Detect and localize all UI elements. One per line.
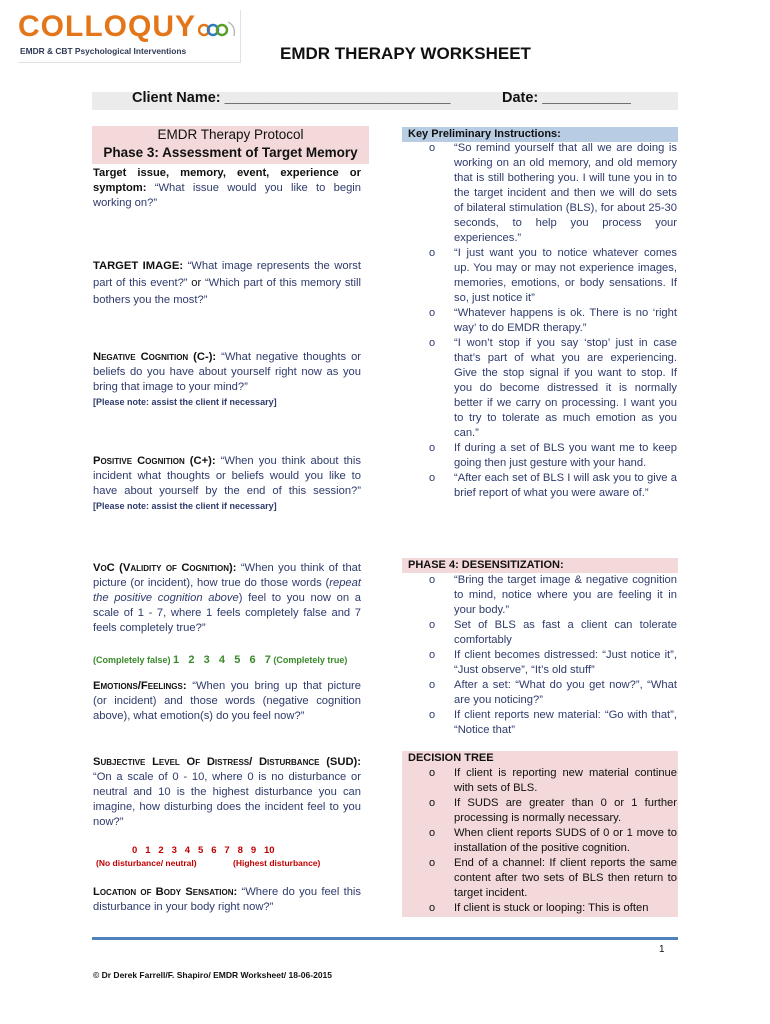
list-item-text: “Bring the target image & negative cognition to mind, notice where you are feeling it in your body.” bbox=[454, 574, 677, 616]
sud-scale-right: (Highest disturbance) bbox=[233, 858, 321, 868]
list-item-text: If client becomes distressed: “Just notice it”, “Just observe”, “It’s old stuff” bbox=[454, 649, 677, 676]
emotions-label: Emotions/Feelings: bbox=[93, 680, 187, 692]
list-item bbox=[427, 141, 677, 246]
sud-question: “On a scale of 0 - 10, where 0 is no disturbance or neutral and 10 is the highest disturbance you can imagine, how disturbing does the incident feel to you now?” bbox=[93, 771, 361, 828]
footer-rule bbox=[92, 937, 678, 940]
list-item bbox=[427, 471, 677, 501]
positive-cognition-section bbox=[93, 454, 361, 514]
list-item-text: Set of BLS as fast a client can tolerate comfortably bbox=[454, 619, 677, 646]
decision-tree-heading: DECISION TREE bbox=[408, 752, 494, 764]
bullet-icon: o bbox=[429, 619, 436, 631]
protocol-phase: Phase 3: Assessment of Target Memory bbox=[103, 145, 358, 160]
list-item bbox=[427, 573, 677, 618]
list-item bbox=[427, 796, 677, 826]
list-item bbox=[427, 826, 677, 856]
negative-cognition-section bbox=[93, 350, 361, 410]
logo bbox=[18, 10, 241, 63]
logo-rings-icon bbox=[198, 18, 238, 42]
bullet-icon: o bbox=[429, 337, 436, 349]
list-item-text: “I won’t stop if you say ‘stop’ just in case that’s part of what you are experiencing. Give the stop signal if you want to stop. If you do become distressed it is normally better if we carry on processing. I want you to try to tolerate as much emotion as you can.” bbox=[454, 337, 677, 439]
decision-tree-list bbox=[427, 766, 677, 916]
logo-wordmark: COLLOQUY bbox=[18, 10, 196, 43]
list-item-text: “After each set of BLS I will ask you to give a brief report of what you were aware of.” bbox=[454, 472, 677, 499]
list-item-text: If SUDS are greater than 0 or 1 further processing is normally necessary. bbox=[454, 797, 677, 824]
positive-cognition-note: [Please note: assist the client if necessary] bbox=[93, 501, 277, 511]
protocol-title: EMDR Therapy Protocol bbox=[157, 127, 304, 142]
target-image-label: TARGET IMAGE: bbox=[93, 260, 184, 272]
list-item-text: If client is stuck or looping: This is often bbox=[454, 902, 649, 914]
list-item bbox=[427, 441, 677, 471]
date-field: Date: ___________ bbox=[502, 90, 631, 106]
negative-cognition-label: Negative Cognition (C-): bbox=[93, 351, 217, 363]
voc-scale-left: (Completely false) bbox=[93, 655, 171, 665]
sud-section bbox=[93, 755, 361, 830]
voc-label: VoC (Validity of Cognition): bbox=[93, 562, 237, 574]
logo-tagline: EMDR & CBT Psychological Interventions bbox=[20, 46, 187, 56]
target-image-or: or bbox=[191, 277, 202, 289]
list-item-text: “I just want you to notice whatever comes up. You may or may not experience images, memories, emotions, or body sensations. If so, just notice it” bbox=[454, 247, 677, 304]
target-image-question: “What image represents the worst part of this event?” bbox=[93, 260, 361, 289]
voc-question-part1: “When you think of that picture (or incident), how true do those words ( bbox=[93, 562, 361, 589]
bullet-icon: o bbox=[429, 679, 436, 691]
bullet-icon: o bbox=[429, 827, 436, 839]
bullet-icon: o bbox=[429, 247, 436, 259]
list-item-text: “Whatever happens is ok. There is no ‘right way’ to do EMDR therapy.” bbox=[454, 307, 677, 334]
target-issue-question: “What issue would you like to begin working on?” bbox=[93, 182, 361, 209]
page-number: 1 bbox=[659, 944, 665, 955]
list-item-text: If client is reporting new material continue with sets of BLS. bbox=[454, 767, 677, 794]
bullet-icon: o bbox=[429, 307, 436, 319]
voc-scale-numbers: 1 2 3 4 5 6 7 bbox=[173, 654, 271, 666]
target-image-question-2: “Which part of this memory still bothers you the most?” bbox=[93, 277, 361, 306]
list-item-text: End of a channel: If client reports the same content after two sets of BLS then return to target incident. bbox=[454, 857, 677, 899]
phase4-heading: PHASE 4: DESENSITIZATION: bbox=[402, 558, 678, 573]
phase4-list bbox=[427, 573, 677, 738]
copyright-notice: © Dr Derek Farrell/F. Shapiro/ EMDR Worksheet/ 18-06-2015 bbox=[93, 970, 333, 980]
voc-scale-right: (Completely true) bbox=[273, 655, 348, 665]
location-section bbox=[93, 885, 361, 915]
bullet-icon: o bbox=[429, 472, 436, 484]
key-instructions-list bbox=[427, 141, 677, 501]
bullet-icon: o bbox=[429, 797, 436, 809]
voc-scale bbox=[93, 654, 363, 666]
voc-question-italic: repeat the positive cognition above bbox=[93, 577, 361, 604]
list-item bbox=[427, 246, 677, 306]
list-item-text: “So remind yourself that all we are doing is working on an old memory, and old memory that is still bothering you. I will tune you in to the target incident and then we will do sets of bilateral stimulation (BLS), for about 25-30 seconds, to help you process your experiences.” bbox=[454, 142, 677, 244]
list-item bbox=[427, 678, 677, 708]
positive-cognition-question: “When you think about this incident what thoughts or beliefs would you like to have about yourself by the end of this session?” bbox=[93, 455, 361, 497]
list-item bbox=[427, 856, 677, 901]
location-label: Location of Body Sensation: bbox=[93, 886, 238, 898]
positive-cognition-label: Positive Cognition (C+): bbox=[93, 455, 216, 467]
sud-label: Subjective Level Of Distress/ Disturbance (SUD): bbox=[93, 756, 361, 768]
emotions-section bbox=[93, 679, 361, 724]
bullet-icon: o bbox=[429, 767, 436, 779]
list-item-text: If client reports new material: “Go with that”, “Notice that” bbox=[454, 709, 677, 736]
bullet-icon: o bbox=[429, 142, 436, 154]
negative-cognition-question: “What negative thoughts or beliefs do you have about yourself right now as you bring that image to your mind?” bbox=[93, 351, 362, 393]
client-name-field: Client Name: ____________________________ bbox=[132, 90, 451, 106]
document-title: EMDR THERAPY WORKSHEET bbox=[280, 44, 531, 63]
location-question: “Where do you feel this disturbance in your body right now?” bbox=[93, 886, 362, 913]
list-item bbox=[427, 648, 677, 678]
bullet-icon: o bbox=[429, 649, 436, 661]
list-item-text: After a set: “What do you get now?”, “What are you noticing?” bbox=[454, 679, 677, 706]
target-issue-label: Target issue, memory, event, experience or symptom: bbox=[93, 167, 361, 194]
bullet-icon: o bbox=[429, 709, 436, 721]
list-item bbox=[427, 336, 677, 441]
sud-scale-numbers: 0 1 2 3 4 5 6 7 8 9 10 bbox=[132, 845, 275, 856]
bullet-icon: o bbox=[429, 574, 436, 586]
negative-cognition-note: [Please note: assist the client if necessary] bbox=[93, 397, 277, 407]
key-instructions-heading: Key Preliminary Instructions: bbox=[402, 127, 678, 142]
list-item bbox=[427, 618, 677, 648]
list-item bbox=[427, 901, 677, 916]
list-item bbox=[427, 766, 677, 796]
list-item bbox=[427, 306, 677, 336]
voc-section bbox=[93, 561, 361, 636]
list-item bbox=[427, 708, 677, 738]
target-issue-section bbox=[93, 166, 361, 211]
bullet-icon: o bbox=[429, 902, 436, 914]
bullet-icon: o bbox=[429, 857, 436, 869]
voc-question-part2: ) feel to you now on a scale of 1 - 7, where 1 feels completely false and 7 feels completely true?” bbox=[93, 592, 361, 634]
bullet-icon: o bbox=[429, 442, 436, 454]
list-item-text: If during a set of BLS you want me to keep going then just gesture with your hand. bbox=[454, 442, 677, 469]
list-item-text: When client reports SUDS of 0 or 1 move to installation of the positive cognition. bbox=[454, 827, 677, 854]
emotions-question: “When you bring up that picture (or incident) and those words (negative cognition above), what emotion(s) do you feel now?” bbox=[93, 680, 362, 722]
sud-scale-left: (No disturbance/ neutral) bbox=[96, 858, 197, 868]
target-image-section bbox=[93, 258, 361, 309]
